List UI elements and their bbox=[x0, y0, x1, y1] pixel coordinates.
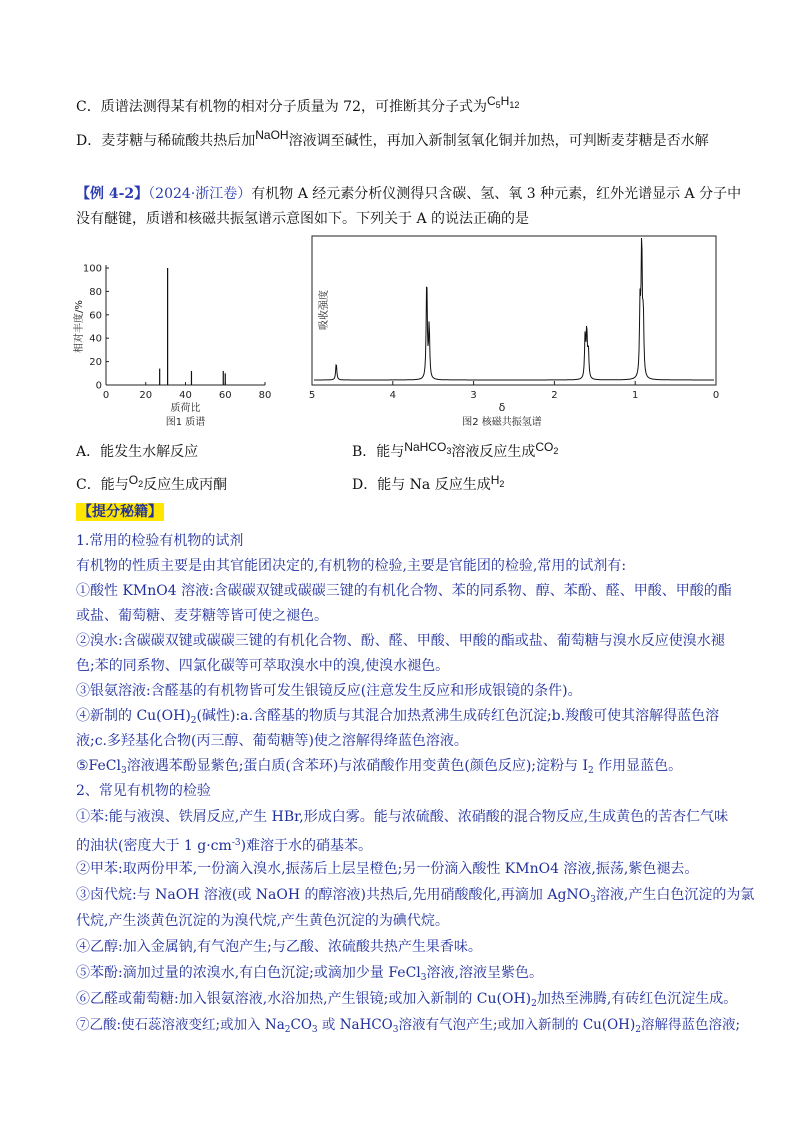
section2-item7: ⑦乙酸:使石蕊溶液变红;或加入 $Na_2CO_3$ 或 NaHCO$_3$溶液有气泡产生;或加入新制的 $Cu(OH)_2$溶解得蓝色溶液; bbox=[76, 1017, 741, 1035]
ms-title: 图1 质谱 bbox=[165, 417, 206, 428]
section2-item3-a: ③卤代烷:与 NaOH 溶液(或 NaOH 的醇溶液)共热后,先用硝酸酸化,再滴加 AgNO$_3$溶液,产生白色沉淀的为氯 bbox=[76, 887, 755, 905]
nmr-title: 图2 核磁共振氢谱 bbox=[462, 417, 542, 428]
prev-option-c bbox=[76, 94, 520, 120]
section2-item3-b: 代烷,产生淡黄色沉淀的为溴代烷,产生黄色沉淀的为碘代烷。 bbox=[76, 913, 449, 929]
ms-y-label: 相对丰度/% bbox=[74, 300, 85, 353]
nmr-x-tick-label: 3 bbox=[470, 390, 477, 401]
ms-y-tick-label: 60 bbox=[89, 310, 102, 322]
section1-intro: 有机物的性质主要是由其官能团决定的,有机物的检验,主要是官能团的检验,常用的试剂有: bbox=[76, 558, 627, 574]
example-tag: 【例 4-2】 bbox=[76, 186, 149, 202]
tips-title: 【提分秘籍】 bbox=[78, 504, 162, 520]
ms-y-tick-label: 0 bbox=[95, 380, 102, 392]
section1-item1-b: 或盐、葡萄糖、麦芽糖等皆可使之褪色。 bbox=[76, 608, 328, 624]
nmr-x-tick-label: 0 bbox=[712, 390, 720, 401]
section1-item1-a: ①酸性 KMnO4 溶液:含碳碳双键或碳碳三键的有机化合物、苯的同系物、醇、苯酚、醛、甲酸、甲酸的酯 bbox=[76, 583, 732, 599]
ms-x-label: 质荷比 bbox=[170, 403, 201, 414]
nmr-spectrum-line bbox=[314, 238, 714, 380]
section2-item4: ④乙醇:加入金属钠,有气泡产生;与乙酸、浓硫酸共热产生果香味。 bbox=[76, 939, 482, 955]
ms-y-tick-label: 20 bbox=[89, 357, 102, 369]
formula-naoh: NaOH bbox=[255, 128, 289, 142]
option-c[interactable]: C．能与$O_2$反应生成丙酮 bbox=[76, 473, 228, 493]
ms-x-tick-label: 80 bbox=[258, 390, 272, 401]
example-source: （2024·浙江卷） bbox=[148, 186, 252, 202]
section1-item3: ③银氨溶液:含醛基的有机物皆可发生银镜反应(注意发生反应和形成银镜的条件)。 bbox=[76, 683, 582, 699]
nmr-x-tick-label: 4 bbox=[389, 390, 396, 401]
ms-x-tick-label: 0 bbox=[102, 390, 110, 401]
ms-y-tick-label: 40 bbox=[89, 333, 102, 345]
section2-title: 2、常见有机物的检验 bbox=[76, 783, 211, 799]
ms-x-tick-label: 60 bbox=[218, 390, 232, 401]
ms-x-tick-label: 20 bbox=[139, 390, 153, 401]
nmr-x-label: δ bbox=[498, 401, 506, 414]
option-a[interactable]: A．能发生水解反应 bbox=[76, 444, 199, 460]
nmr-x-tick-label: 1 bbox=[632, 390, 639, 401]
nmr-y-label: 吸收强度 bbox=[319, 290, 330, 330]
ms-y-tick-label: 100 bbox=[82, 263, 102, 275]
section2-item2: ②甲苯:取两份甲苯,一份滴入溴水,振荡后上层呈橙色;另一份滴入酸性 KMnO4 溶液,振荡,紫色褪去。 bbox=[76, 861, 699, 877]
option-b[interactable]: B．能与NaHCO$_3$溶液反应生成$CO_2$ bbox=[352, 440, 559, 460]
nmr-x-tick-label: 2 bbox=[551, 390, 558, 401]
prev-option-c-text: C．质谱法测得某有机物的相对分子质量为 72，可推断其分子式为 bbox=[76, 99, 487, 115]
prev-option-d: D．麦芽糖与稀硫酸共热后加NaOH溶液调至碱性，再加入新制氢氧化铜并加热，可判断麦芽糖是否水解 bbox=[76, 128, 709, 149]
section1-item4-b: 液;c.多羟基化合物(丙三醇、葡萄糖等)使之溶解得绛蓝色溶液。 bbox=[76, 733, 468, 749]
ms-y-tick-label: 80 bbox=[89, 286, 102, 298]
section2-item1-a: ①苯:能与液溴、铁屑反应,产生 HBr,形成白雾。能与浓硫酸、浓硝酸的混合物反应,生成黄色的苦杏仁气味 bbox=[76, 809, 729, 825]
example-stem-line2: 没有醚键，质谱和核磁共振氢谱示意图如下。下列关于 A 的说法正确的是 bbox=[76, 211, 530, 227]
section2-item5: ⑤苯酚:滴加过量的浓溴水,有白色沉淀;或滴加少量 FeCl$_3$溶液,溶液呈紫色。 bbox=[76, 965, 543, 983]
nmr-frame bbox=[312, 236, 716, 385]
section1-item2-a: ②溴水:含碳碳双键或碳碳三键的有机化合物、酚、醛、甲酸、甲酸的酯或盐、葡萄糖与溴水反应使溴水褪 bbox=[76, 633, 725, 649]
ms-x-tick-label: 40 bbox=[179, 390, 192, 401]
formula-c5h12: $C_5H_{12}$ bbox=[486, 94, 520, 110]
section2-item1-b: 的油状(密度大于 1 $g\cdot cm^{-3}$)难溶于水的硝基苯。 bbox=[76, 838, 373, 854]
section1-title: 1.常用的检验有机物的试剂 bbox=[76, 533, 244, 549]
section1-item4-a: ④新制的 $Cu(OH)_2$(碱性):a.含醛基的物质与其混合加热煮沸生成砖红色沉淀;b.羧酸可使其溶解得蓝色溶 bbox=[76, 708, 720, 726]
option-d[interactable]: D．能与 Na 反应生成$H_2$ bbox=[352, 473, 505, 493]
nmr-x-tick-label: 5 bbox=[308, 390, 316, 401]
section1-item2-b: 色;苯的同系物、四氯化碳等可萃取溴水中的溴,使溴水褪色。 bbox=[76, 658, 450, 674]
section2-item6: ⑥乙醛或葡萄糖:加入银氨溶液,水浴加热,产生银镜;或加入新制的 $Cu(OH)_2$加热至沸腾,有砖红色沉淀生成。 bbox=[76, 991, 738, 1009]
nmr-spectrum-chart bbox=[300, 230, 730, 430]
example-stem-line1: 【例 4-2】（2024·浙江卷）有机物 A 经元素分析仪测得只含碳、氢、氧 3 种元素，红外光谱显示 A 分子中 bbox=[76, 186, 742, 202]
section1-item5: ⑤FeCl$_3$溶液遇苯酚显紫色;蛋白质(含苯环)与浓硝酸作用变黄色(颜色反应);淀粉与 $I_2$ 作用显蓝色。 bbox=[76, 758, 683, 776]
mass-spectrum-chart bbox=[70, 245, 280, 435]
